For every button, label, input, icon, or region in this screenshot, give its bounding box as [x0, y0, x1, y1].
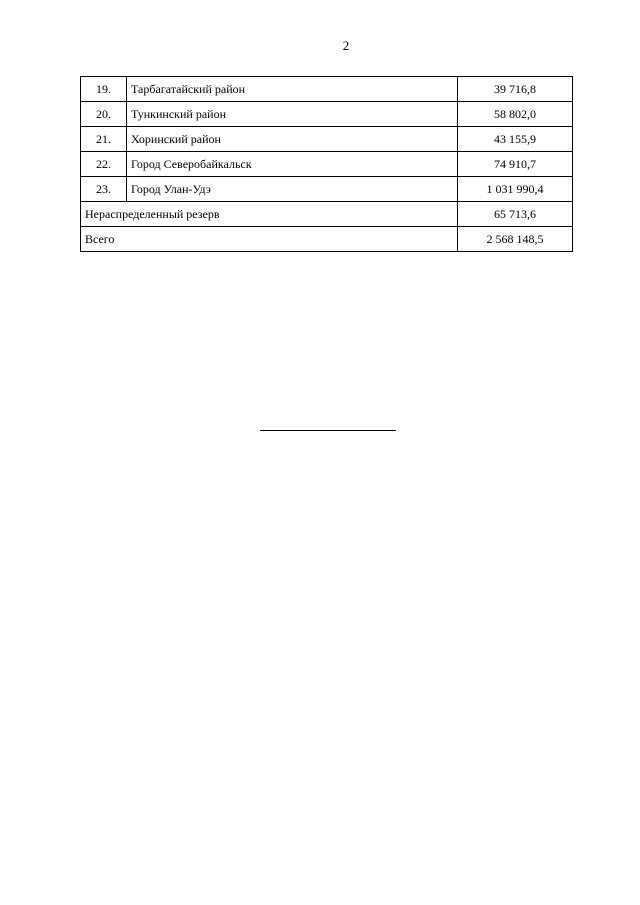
district-name: Хоринский район [127, 127, 458, 152]
table-row [81, 152, 573, 177]
district-name: Город Улан-Удэ [127, 177, 458, 202]
end-of-document-rule [260, 430, 396, 431]
reserve-row [81, 202, 573, 227]
budget-table [80, 76, 573, 252]
reserve-label: Нераспределенный резерв [81, 202, 458, 227]
district-name: Тункинский район [127, 102, 458, 127]
amount-cell: 43 155,9 [458, 127, 573, 152]
reserve-amount: 65 713,6 [458, 202, 573, 227]
table-row [81, 177, 573, 202]
row-number: 21. [81, 127, 127, 152]
district-name: Город Северобайкальск [127, 152, 458, 177]
table-row [81, 102, 573, 127]
amount-cell: 39 716,8 [458, 77, 573, 102]
amount-cell: 74 910,7 [458, 152, 573, 177]
table-row [81, 127, 573, 152]
district-name: Тарбагатайский район [127, 77, 458, 102]
total-row [81, 227, 573, 252]
row-number: 20. [81, 102, 127, 127]
table-row [81, 77, 573, 102]
amount-cell: 58 802,0 [458, 102, 573, 127]
page-number: 2 [342, 38, 350, 53]
amount-cell: 1 031 990,4 [458, 177, 573, 202]
row-number: 23. [81, 177, 127, 202]
row-number: 22. [81, 152, 127, 177]
total-amount: 2 568 148,5 [458, 227, 573, 252]
row-number: 19. [81, 77, 127, 102]
total-label: Всего [81, 227, 458, 252]
